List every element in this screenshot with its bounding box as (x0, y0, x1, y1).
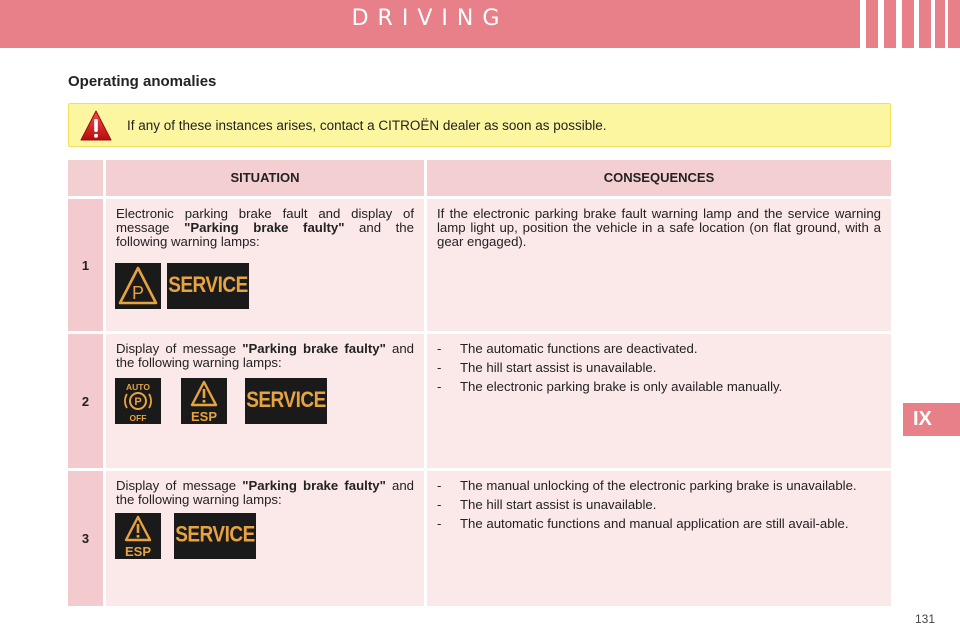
row-number-text: 3 (81, 531, 90, 546)
lamp-letter: P (131, 283, 145, 303)
service-lamp-icon (174, 513, 256, 559)
consequence-text: The manual unlocking of the electronic parking brake is unavailable. (460, 478, 857, 493)
header-stripe (860, 0, 866, 48)
situation-text: Display of message (116, 478, 243, 493)
situation-text: and the following warning lamps: (116, 478, 414, 507)
consequence-text: The hill start assist is unavailable. (460, 360, 657, 375)
esp-lamp-icon (115, 513, 161, 559)
consequence-text: The electronic parking brake is only available manually. (460, 379, 783, 394)
header-stripe (896, 0, 902, 48)
consequence-text: The automatic functions and manual application are still avail-able. (460, 516, 849, 531)
esp-lamp-icon (181, 378, 227, 424)
situation-text: and the following warning lamps: (116, 220, 414, 249)
warning-text: If any of these instances arises, contact a CITROËN dealer as soon as possible. (127, 118, 607, 133)
lamp-off-text: OFF (129, 413, 147, 423)
consequences-cell (427, 199, 891, 331)
warning-triangle-icon (79, 109, 113, 143)
situation-text: Electronic parking brake fault and display of message (116, 206, 414, 235)
consequence-text: If the electronic parking brake fault warning lamp and the service warning lamp light up, position the vehicle in a safe location (on flat ground, with a gear engaged). (437, 206, 881, 249)
esp-lamp-text: ESP (190, 409, 218, 424)
auto-parking-brake-off-lamp-icon (115, 378, 161, 424)
header-stripe (931, 0, 935, 48)
consequence-item (437, 517, 881, 531)
header-stripe (914, 0, 919, 48)
chapter-tab[interactable]: IX (903, 403, 960, 436)
consequence-item (437, 380, 881, 394)
service-lamp-text: SERVICE (246, 388, 326, 413)
row-number-text: 1 (81, 257, 90, 273)
warning-box (68, 103, 891, 147)
situation-message: "Parking brake faulty" (242, 478, 386, 493)
row-number-text: 2 (81, 393, 90, 409)
service-lamp-text: SERVICE (175, 523, 255, 548)
section-title: Operating anomalies (68, 73, 217, 90)
consequences-cell (427, 471, 891, 606)
situation-text: Display of message (116, 341, 243, 356)
bullet-dash: - (437, 497, 442, 512)
service-lamp-text: SERVICE (168, 273, 248, 298)
consequence-text: The hill start assist is unavailable. (460, 497, 657, 512)
table-header-situation: SITUATION (106, 160, 424, 196)
esp-lamp-text: ESP (124, 544, 152, 559)
bullet-dash: - (437, 379, 442, 394)
situation-text: and the following warning lamps: (116, 341, 414, 370)
consequence-item (437, 479, 881, 493)
consequence-item (437, 361, 881, 375)
table-header-consequences: CONSEQUENCES (427, 160, 891, 196)
row-number (68, 334, 103, 468)
situation-message: "Parking brake faulty" (242, 341, 386, 356)
header-stripe (878, 0, 884, 48)
header-stripe (945, 0, 948, 48)
bullet-dash: - (437, 341, 442, 356)
consequence-item (437, 342, 881, 356)
situation-message: "Parking brake faulty" (184, 220, 345, 235)
service-lamp-icon (167, 263, 249, 309)
bullet-dash: - (437, 478, 442, 493)
header-bar (0, 0, 960, 48)
page-number: 131 (915, 612, 936, 626)
row-number (68, 199, 103, 331)
row-number (68, 471, 103, 606)
consequence-text: The automatic functions are deactivated. (460, 341, 698, 356)
service-lamp-icon (245, 378, 327, 424)
bullet-dash: - (437, 516, 442, 531)
parking-brake-fault-lamp-icon (115, 263, 161, 309)
chapter-title: DRIVING (351, 6, 509, 31)
table-header-blank (68, 160, 103, 196)
consequence-item (437, 498, 881, 512)
lamp-letter: P (134, 396, 142, 408)
bullet-dash: - (437, 360, 442, 375)
lamp-auto-text: AUTO (126, 382, 150, 392)
consequences-cell (427, 334, 891, 468)
